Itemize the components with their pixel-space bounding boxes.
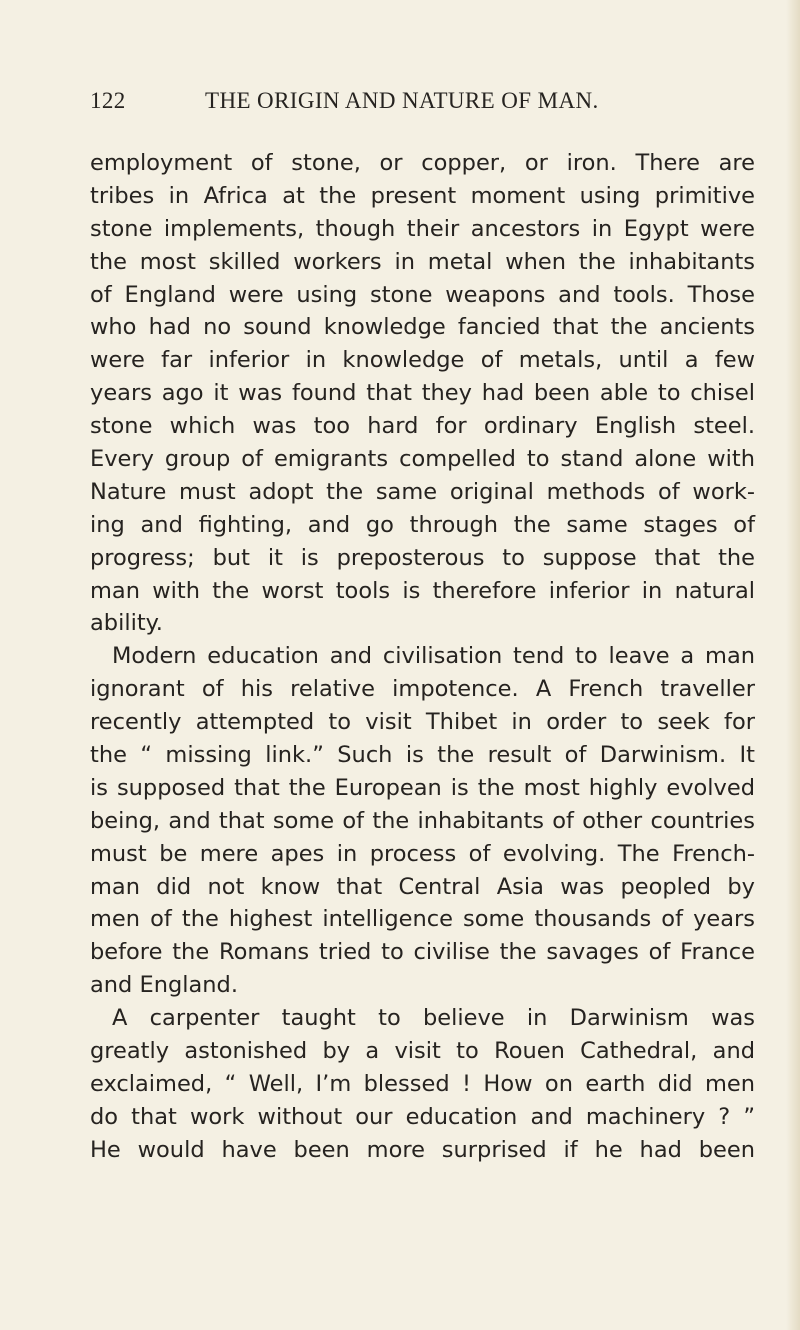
text-line: ing and fighting, and go through the same stages of bbox=[90, 511, 755, 538]
text-line: tribes in Africa at the present moment using primitive bbox=[90, 182, 755, 209]
text-line: recently attempted to visit Thibet in order to seek for bbox=[90, 709, 755, 736]
page-edge-shadow bbox=[786, 0, 800, 1330]
text-line: the most skilled workers in metal when the inhabitants bbox=[90, 248, 755, 275]
running-title: THE ORIGIN AND NATURE OF MAN. bbox=[205, 88, 599, 113]
text-line: being, and that some of the inhabitants of other countries bbox=[90, 807, 755, 834]
text-line: man with the worst tools is therefore inferior in natural bbox=[90, 577, 755, 604]
text-line: employment of stone, or copper, or iron. There are bbox=[90, 150, 755, 176]
paragraph-start-line: A carpenter taught to believe in Darwinism was bbox=[112, 1005, 755, 1032]
running-head bbox=[0, 88, 800, 120]
text-line: men of the highest intelligence some thousands of years bbox=[90, 906, 755, 933]
text-line: ignorant of his relative impotence. A French traveller bbox=[90, 676, 755, 703]
body-text bbox=[90, 147, 755, 1167]
paragraph-start-line: Modern education and civilisation tend to leave a man bbox=[112, 643, 755, 670]
text-line: years ago it was found that they had been able to chisel bbox=[90, 380, 755, 407]
text-line: He would have been more surprised if he had been bbox=[90, 1136, 755, 1163]
text-line: man did not know that Central Asia was peopled by bbox=[90, 873, 755, 900]
text-line: and England. bbox=[90, 972, 238, 999]
text-line: do that work without our education and machinery ? ” bbox=[90, 1103, 755, 1130]
text-line: progress; but it is preposterous to suppose that the bbox=[90, 544, 755, 571]
text-line: of England were using stone weapons and tools. Those bbox=[90, 281, 755, 308]
text-line: must be mere apes in process of evolving. The French- bbox=[90, 840, 755, 867]
text-line: the “ missing link.” Such is the result of Darwinism. It bbox=[90, 742, 755, 769]
text-line: greatly astonished by a visit to Rouen Cathedral, and bbox=[90, 1038, 755, 1065]
text-line: Nature must adopt the same original methods of work- bbox=[90, 478, 755, 505]
text-line: Every group of emigrants compelled to stand alone with bbox=[90, 446, 755, 473]
text-line: exclaimed, “ Well, I’m blessed ! How on earth did men bbox=[90, 1070, 755, 1097]
text-line: is supposed that the European is the most highly evolved bbox=[90, 774, 755, 801]
text-line: ability. bbox=[90, 610, 163, 637]
page-number: 122 bbox=[90, 88, 126, 113]
text-line: were far inferior in knowledge of metals, until a few bbox=[90, 347, 755, 374]
text-line: stone implements, though their ancestors in Egypt were bbox=[90, 215, 755, 242]
text-line: stone which was too hard for ordinary English steel. bbox=[90, 413, 755, 440]
text-line: before the Romans tried to civilise the savages of France bbox=[90, 939, 755, 966]
text-line: who had no sound knowledge fancied that the ancients bbox=[90, 314, 755, 341]
